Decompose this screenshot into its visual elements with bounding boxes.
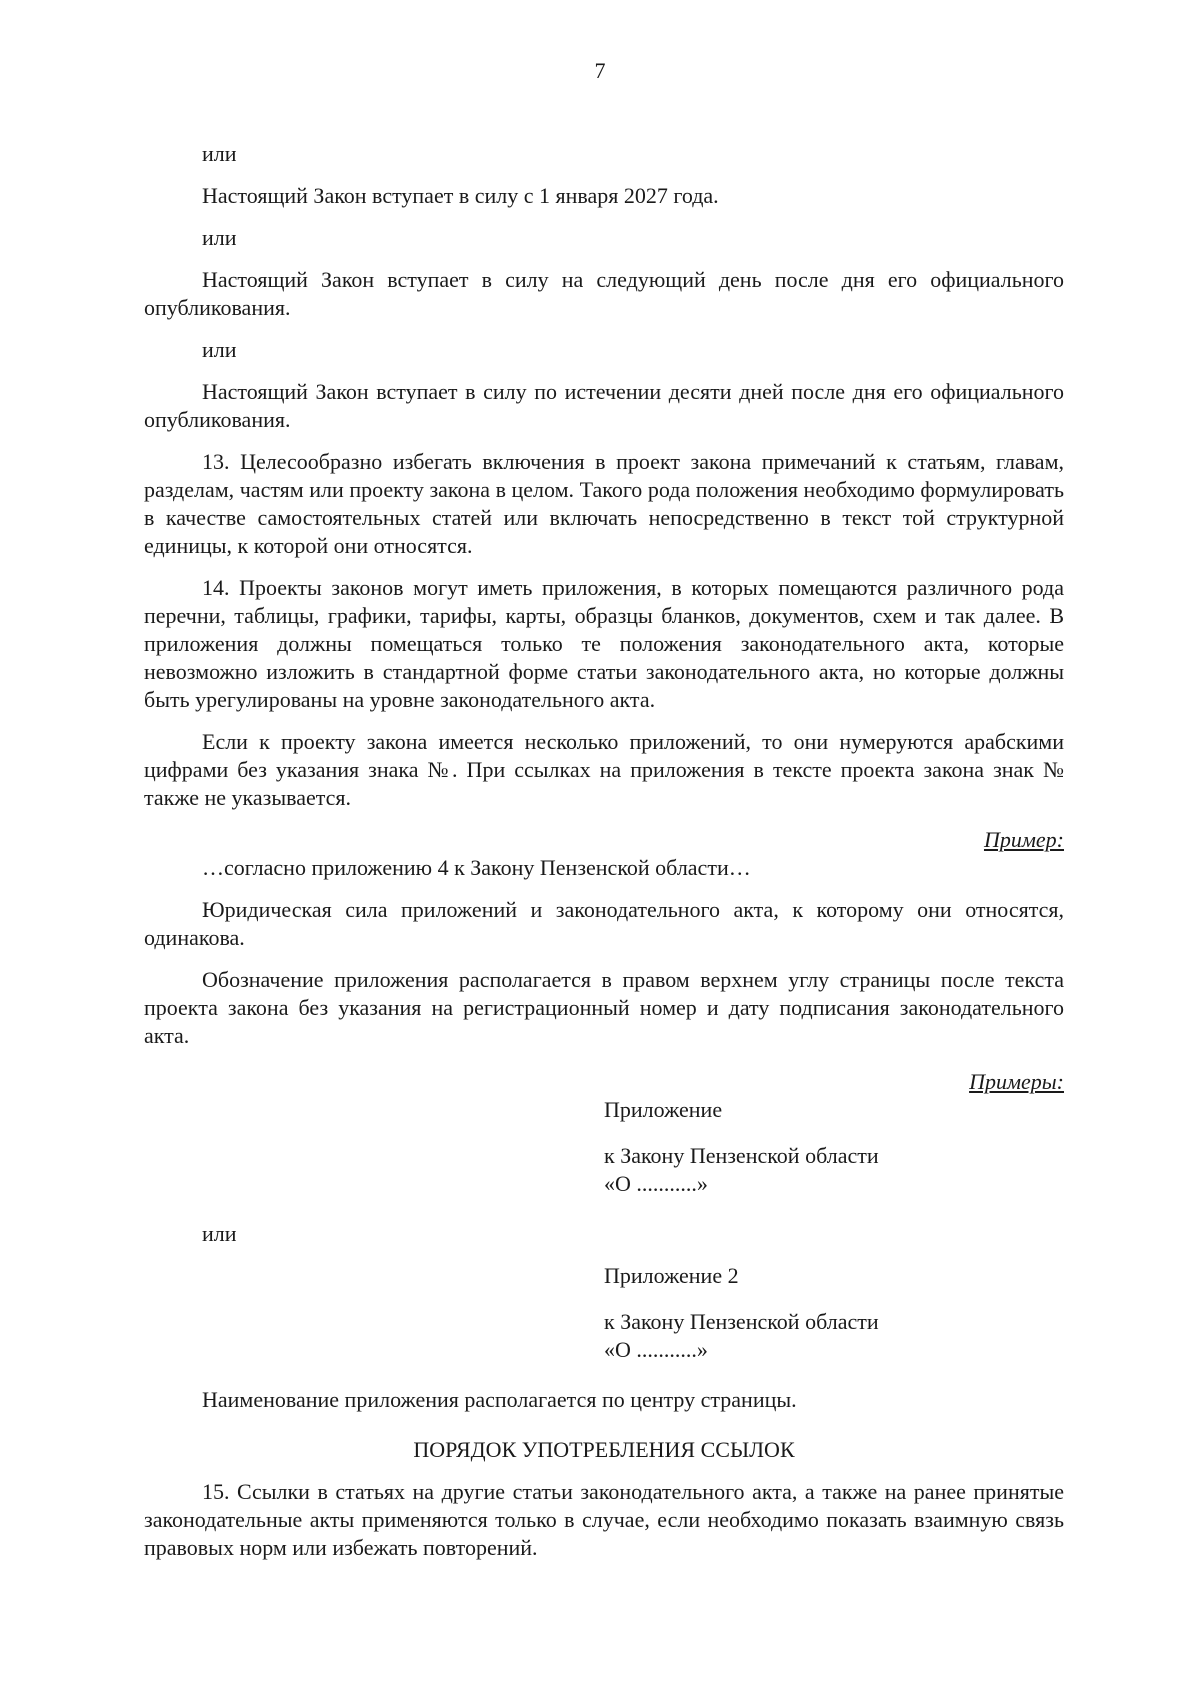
legal-force-paragraph: Юридическая сила приложений и законодательного акта, к которому они относятся, одинакова. bbox=[144, 897, 1064, 950]
paragraph-13: 13. Целесообразно избегать включения в проект закона примечаний к статьям, главам, разделам, частям или проекту закона в целом. Такого рода положения необходимо формулировать в качестве самостоятельных статей или включать непосредственно в текст той структурной единицы, к которой они относятся. bbox=[144, 449, 1064, 558]
appendix-2-name: «О ...........» bbox=[604, 1337, 708, 1362]
appendix-1-name: «О ...........» bbox=[604, 1171, 708, 1196]
section-title: ПОРЯДОК УПОТРЕБЛЕНИЯ ССЫЛОК bbox=[413, 1437, 795, 1462]
appendix-2-law: к Закону Пензенской области bbox=[604, 1309, 879, 1334]
paragraph-15: 15. Ссылки в статьях на другие статьи законодательного акта, а также на ранее принятые законодательные акты применяются только в случае, если необходимо показать взаимную связь правовых норм или избежать повторений. bbox=[144, 1479, 1064, 1560]
page-number: 7 bbox=[594, 58, 606, 83]
effective-date-paragraph: Настоящий Закон вступает в силу с 1 января 2027 года. bbox=[202, 183, 719, 208]
appendix-2-title: Приложение 2 bbox=[604, 1263, 739, 1288]
example-text: …согласно приложению 4 к Закону Пензенской области… bbox=[202, 855, 751, 880]
example-label: Пример: bbox=[983, 827, 1064, 852]
ten-days-paragraph: Настоящий Закон вступает в силу по истечении десяти дней после дня его официального опубликования. bbox=[144, 379, 1064, 432]
paragraph-14: 14. Проекты законов могут иметь приложения, в которых помещаются различного рода перечни, таблицы, графики, тарифы, карты, образцы бланков, документов, схем и так далее. В приложения должны помещаться только те положения законодательного акта, которые невозможно изложить в стандартной форме статьи законодательного акта, но которые должны быть урегулированы на уровне законодательного акта. bbox=[144, 575, 1064, 712]
page-content bbox=[144, 140, 1064, 1562]
or-label-3: или bbox=[202, 337, 237, 362]
next-day-paragraph: Настоящий Закон вступает в силу на следующий день после дня его официального опубликования. bbox=[144, 267, 1064, 320]
examples-label: Примеры: bbox=[969, 1069, 1064, 1094]
numbering-paragraph: Если к проекту закона имеется несколько приложений, то они нумеруются арабскими цифрами без указания знака №. При ссылках на приложения в тексте проекта закона знак № также не указывается. bbox=[144, 729, 1064, 810]
or-label-2: или bbox=[202, 225, 237, 250]
appendix-1-title: Приложение bbox=[604, 1097, 723, 1122]
or-label-1: или bbox=[202, 141, 237, 166]
center-name-paragraph: Наименование приложения располагается по центру страницы. bbox=[202, 1387, 797, 1412]
appendix-1-law: к Закону Пензенской области bbox=[604, 1143, 879, 1168]
or-label-4: или bbox=[202, 1221, 237, 1246]
designation-paragraph: Обозначение приложения располагается в правом верхнем углу страницы после текста проекта закона без указания на регистрационный номер и дату подписания законодательного акта. bbox=[144, 967, 1064, 1048]
